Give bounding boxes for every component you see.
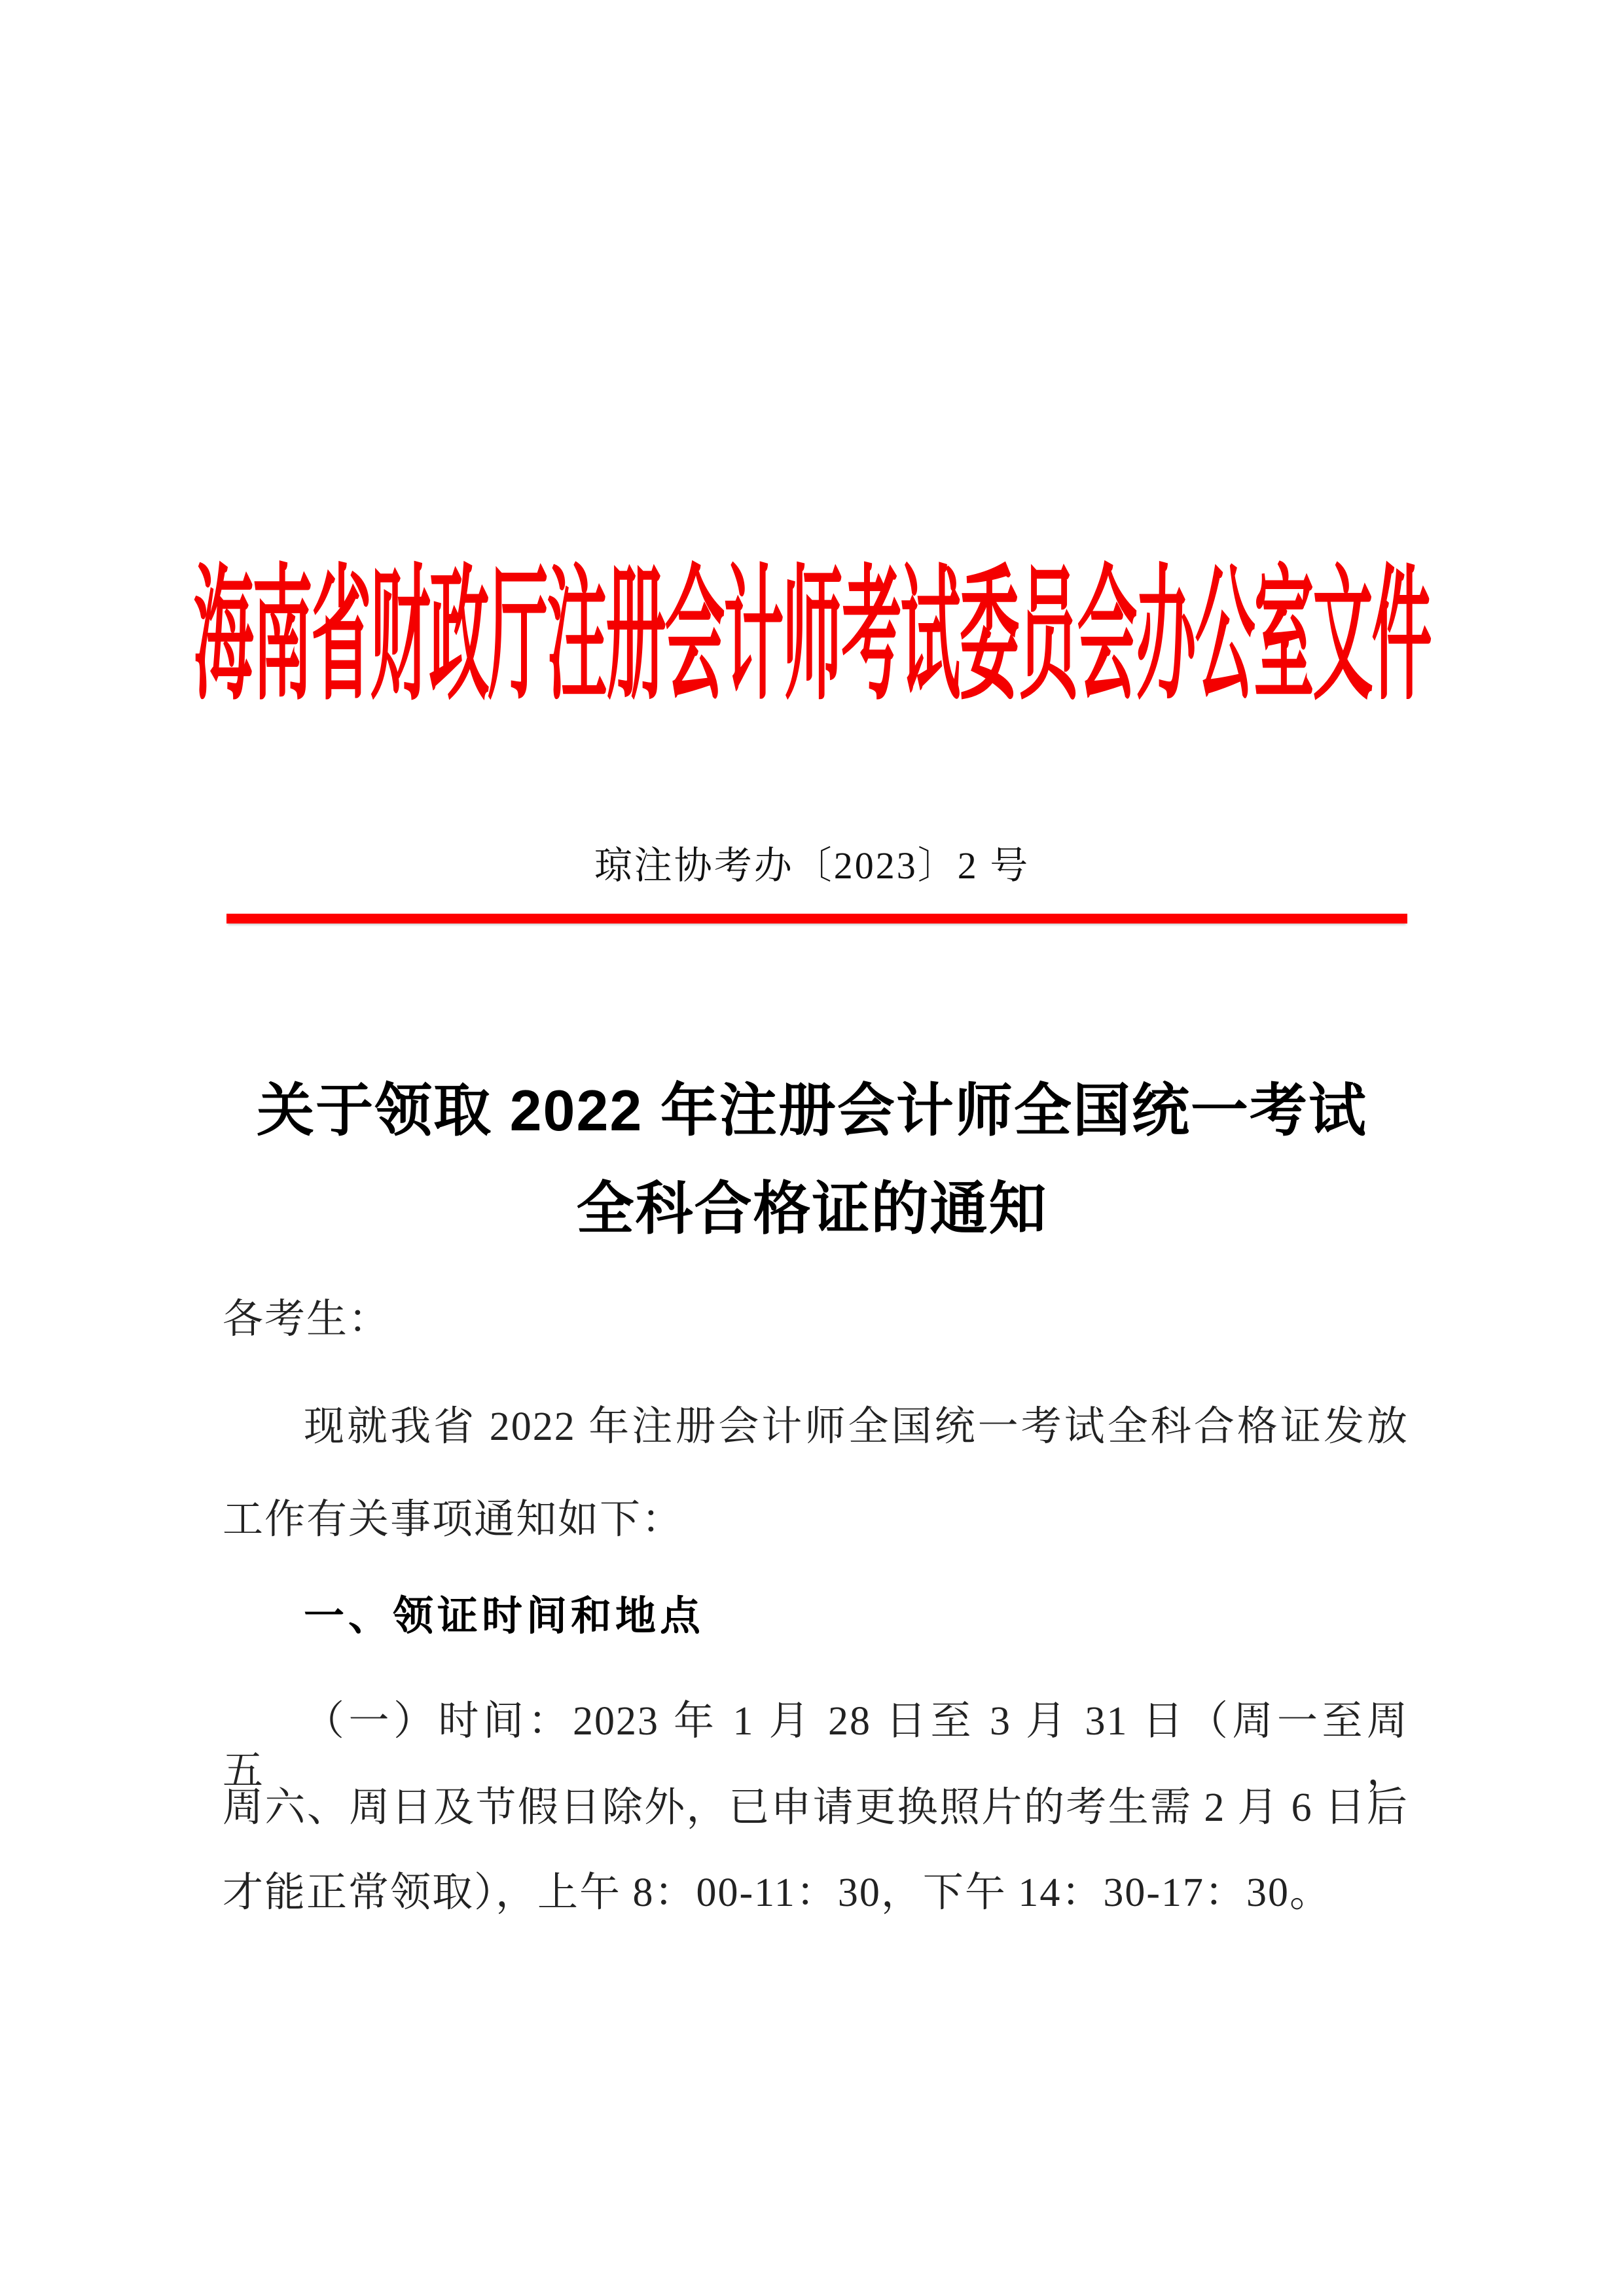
document-title-line1: 关于领取 2022 年注册会计师全国统一考试 [257, 1078, 1367, 1143]
document-title [0, 1062, 1624, 1258]
document-number: 琼注协考办〔2023〕2 号 [594, 844, 1030, 887]
section1-heading: 一、领证时间和地点 [304, 1594, 705, 1639]
paragraph2-line3: 才能正常领取），上午 8：00-11：30，下午 14：30-17：30。 [223, 1871, 1331, 1915]
salutation-line: 各考生： [223, 1297, 391, 1342]
document-title-line2: 全科合格证的通知 [576, 1176, 1048, 1241]
paragraph2-line2: 周六、周日及节假日除外，已申请更换照片的考生需 2 月 6 日后 [223, 1785, 1409, 1830]
letterhead-org-title: 海南省财政厅注册会计师考试委员会办公室文件 [193, 549, 1431, 721]
paragraph1-line1: 现就我省 2022 年注册会计师全国统一考试全科合格证发放 [304, 1405, 1409, 1449]
red-divider-line [226, 914, 1407, 924]
document-letterhead [0, 549, 1624, 721]
paragraph1-line2: 工作有关事项通知如下： [223, 1498, 684, 1542]
paragraph2-line1: （一）时间：2023 年 1 月 28 日至 3 月 31 日（周一至周五， [223, 1699, 1409, 1793]
